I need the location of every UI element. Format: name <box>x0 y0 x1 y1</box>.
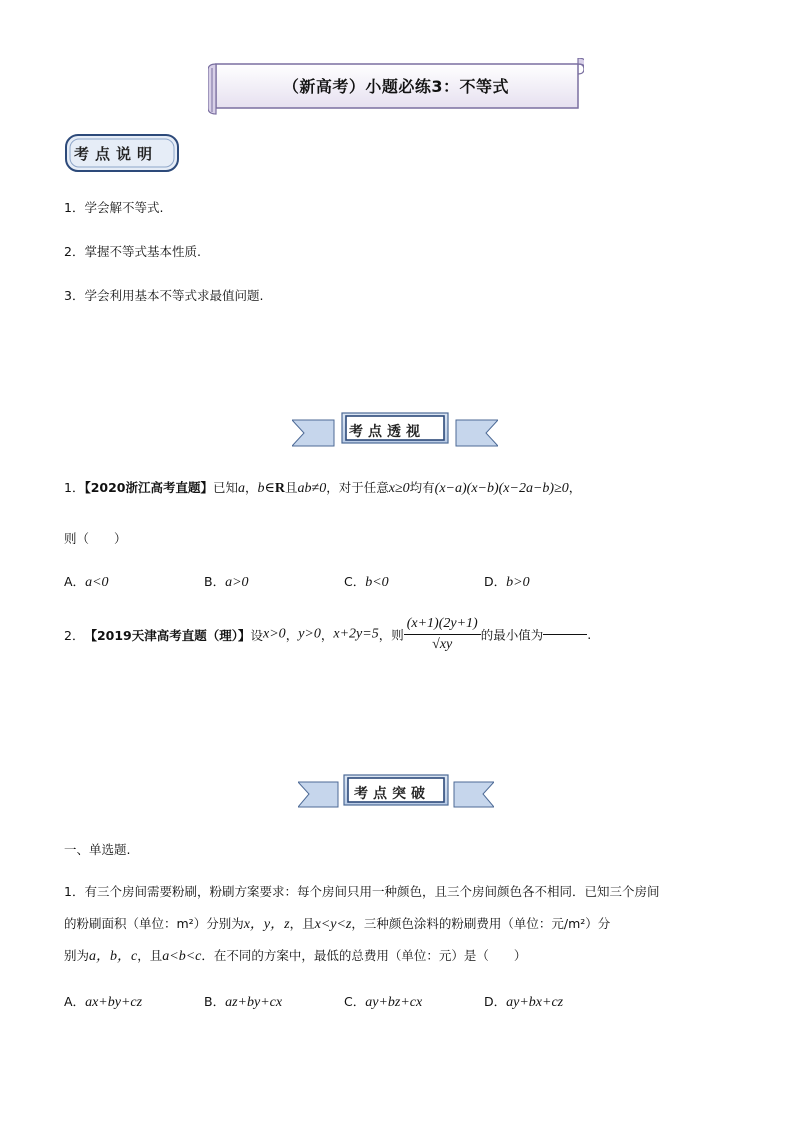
fraction <box>404 616 481 653</box>
math-expr: x，y，z <box>243 917 290 932</box>
section-heading: 一、单选题. <box>64 842 131 857</box>
question-1 <box>64 478 581 497</box>
fraction-denominator: √xy <box>432 637 453 652</box>
option-expr: b>0 <box>506 575 530 590</box>
question-text: 设 <box>250 627 264 643</box>
option-label: D． <box>484 994 507 1009</box>
question-text: 已知 <box>213 480 239 495</box>
question-text: ，则 <box>378 627 404 643</box>
math-expr: x≥0 <box>388 481 410 496</box>
option-expr: ax+by+cz <box>85 995 143 1010</box>
question-1-prompt: 则（ ） <box>64 531 127 546</box>
question-text: ．在不同的方案中，最低的总费用（单位：元）是（ ） <box>201 948 527 963</box>
question-text: ，三种颜色涂料的粉刷费用（单位：元/m²）分 <box>351 916 611 931</box>
question-text: ，且 <box>137 948 163 963</box>
option-label: D． <box>484 574 507 589</box>
math-expr: x<y<z <box>314 917 352 932</box>
fraction-numerator: (x+1)(2y+1) <box>404 616 481 635</box>
section-ribbon-label: 考点突破 <box>354 786 430 802</box>
question-number: 2． <box>64 627 85 643</box>
option-b <box>204 992 282 1011</box>
option-label: A． <box>64 994 86 1009</box>
option-label: A． <box>64 574 86 589</box>
math-expr: a<b<c <box>162 949 202 964</box>
question-source: 【2019天津高考直题（理）】 <box>84 627 251 643</box>
question-number: 1． <box>64 480 85 495</box>
math-expr: y>0 <box>298 626 321 642</box>
question-text: ，且 <box>289 916 315 931</box>
option-label: B． <box>204 994 226 1009</box>
question-text-line <box>64 913 610 933</box>
objective-item-2: 2．掌握不等式基本性质. <box>64 244 201 259</box>
section-badge-label: 考点说明 <box>74 145 159 163</box>
question-text: ， <box>320 627 334 643</box>
question-text: . <box>587 627 592 642</box>
page-title: （新高考）小题必练3：不等式 <box>282 77 510 96</box>
math-set: R <box>274 481 286 496</box>
option-label: C． <box>344 574 366 589</box>
option-label: B． <box>204 574 226 589</box>
question-text: 均有 <box>409 480 435 495</box>
objective-item-3: 3．学会利用基本不等式求最值问题. <box>64 288 264 303</box>
math-var: b∈ <box>257 481 275 496</box>
option-expr: ay+bx+cz <box>506 995 564 1010</box>
math-expr: (x−a)(x−b)(x−2a−b)≥0 <box>434 481 569 496</box>
option-expr: b<0 <box>365 575 389 590</box>
question-source: 【2020浙江高考直题】 <box>84 480 213 495</box>
question-text-line <box>64 945 526 965</box>
math-expr: a，b，c <box>89 949 138 964</box>
math-expr: x+2y=5 <box>333 626 379 642</box>
question-text-line: 1．有三个房间需要粉刷，粉刷方案要求：每个房间只用一种颜色，且三个房间颜色各不相同．已知三个房间 <box>64 884 660 899</box>
option-expr: ay+bz+cx <box>365 995 423 1010</box>
question-text: 且 <box>285 480 298 495</box>
option-c <box>344 992 422 1011</box>
question-text: ，对于任意 <box>326 480 389 495</box>
math-expr: ab≠0 <box>297 481 327 496</box>
section-ribbon-label: 考点透视 <box>349 424 425 440</box>
option-expr: a<0 <box>85 575 109 590</box>
option-expr: a>0 <box>225 575 249 590</box>
math-var: a <box>238 481 246 496</box>
answer-blank[interactable] <box>543 634 587 635</box>
question-2 <box>64 616 591 653</box>
question-text: 的粉刷面积（单位：m²）分别为 <box>64 916 244 931</box>
option-d <box>484 572 530 591</box>
math-expr: x>0 <box>263 626 286 642</box>
question-text: ， <box>568 480 582 495</box>
question-text: ， <box>245 480 258 495</box>
objective-item-1: 1．学会解不等式. <box>64 200 164 215</box>
option-expr: az+by+cx <box>225 995 283 1010</box>
option-c <box>344 572 389 591</box>
option-a <box>64 992 142 1011</box>
question-text: 的最小值为 <box>480 627 544 643</box>
option-b <box>204 572 249 591</box>
option-a <box>64 572 109 591</box>
option-d <box>484 992 563 1011</box>
option-label: C． <box>344 994 366 1009</box>
question-text: ， <box>285 627 299 643</box>
question-text: 别为 <box>64 948 90 963</box>
